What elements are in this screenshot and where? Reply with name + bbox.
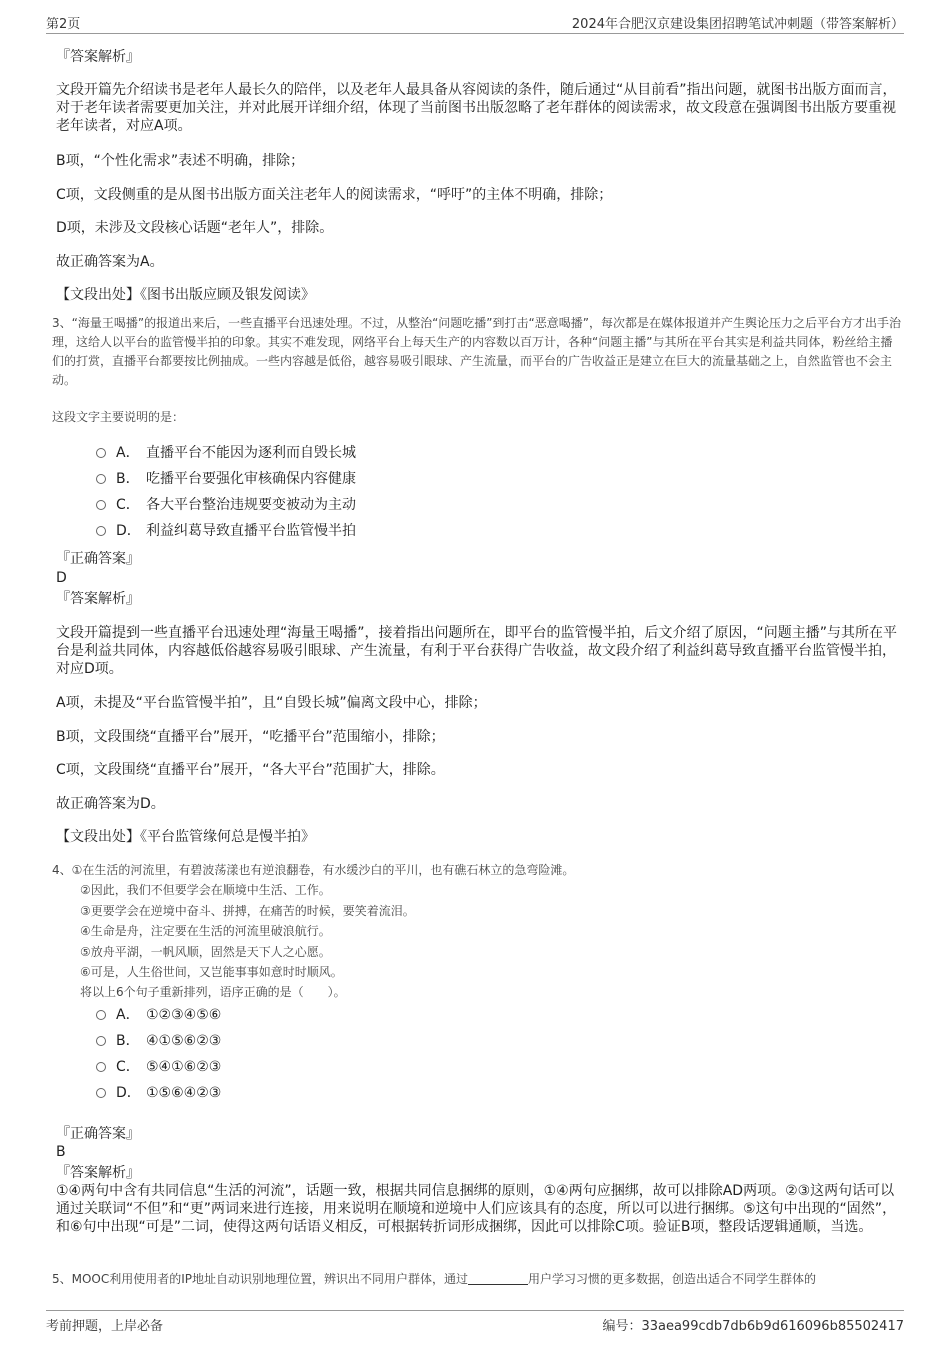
page-footer <box>46 1310 904 1335</box>
q4-stem-line-4: ④生命是舟，注定要在生活的河流里破浪航行。 <box>80 924 331 938</box>
q3-answer: D <box>56 570 67 586</box>
q4-stem-line-6: ⑥可是，人生俗世间，又岂能事事如意时时顺风。 <box>80 965 343 979</box>
q3-analysis-label: 『答案解析』 <box>56 591 140 607</box>
q3-question: 这段文字主要说明的是： <box>52 410 185 424</box>
option-letter: B． <box>116 1033 140 1049</box>
q4-correct-label: 『正确答案』 <box>56 1126 140 1142</box>
q4-analysis-label: 『答案解析』 <box>56 1165 140 1181</box>
option-text: 各大平台整治违规要变被动为主动 <box>146 497 356 513</box>
q4-option-c[interactable] <box>96 1058 221 1076</box>
q3-option-b[interactable] <box>96 470 356 488</box>
q3-correct-label: 『正确答案』 <box>56 551 140 567</box>
option-text: 直播平台不能因为逐利而自毁长城 <box>146 445 356 461</box>
q4-stem-line-5: ⑤放舟平湖，一帆风顺，固然是天下人之心愿。 <box>80 945 331 959</box>
document-id: 编号：33aea99cdb7db6b9d616096b85502417 <box>602 1319 904 1334</box>
option-letter: D． <box>116 523 141 539</box>
option-text: 利益纠葛导致直播平台监管慢半拍 <box>146 523 356 539</box>
radio-button-icon[interactable] <box>96 448 106 458</box>
option-text: ④①⑤⑥②③ <box>146 1033 222 1049</box>
q2-conclusion: 故正确答案为A。 <box>56 254 164 270</box>
radio-button-icon[interactable] <box>96 1036 106 1046</box>
q3-analysis-b: B项，文段围绕“直播平台”展开，“吃播平台”范围缩小，排除； <box>56 729 445 745</box>
option-letter: C． <box>116 497 140 513</box>
q4-analysis-paragraph: ①④两句中含有共同信息“生活的河流”，话题一致，根据共同信息捆绑的原则，①④两句应捆绑，故可以排除AD两项。②③这两句话可以通过关联词“不但”和“更”两词来进行连接，用来说明在顺境和逆境中人们应该具有的态度，所以可以进行捆绑。⑤这句中出现的“固然”，和⑥句中出现“可是”二词，使得这两句话语义相反，可根据转折词形成捆绑，因此可以排除C项。验证B项，整段话逻辑通顺，当选。 <box>56 1183 897 1235</box>
q3-option-a[interactable] <box>96 444 356 462</box>
footer-slogan: 考前押题，上岸必备 <box>46 1319 164 1334</box>
page-number: 第2页 <box>46 17 81 32</box>
q4-question: 将以上6个句子重新排列，语序正确的是（ ）。 <box>80 985 346 999</box>
q3-option-c[interactable] <box>96 496 356 514</box>
radio-button-icon[interactable] <box>96 1062 106 1072</box>
q4-stem-line-3: ③更要学会在逆境中奋斗、拼搏，在痛苦的时候，要笑着流泪。 <box>80 904 415 918</box>
radio-button-icon[interactable] <box>96 500 106 510</box>
q2-analysis-label: 『答案解析』 <box>56 49 140 65</box>
radio-button-icon[interactable] <box>96 526 106 536</box>
option-text: ①②③④⑤⑥ <box>146 1007 222 1023</box>
option-text: ⑤④①⑥②③ <box>146 1059 222 1075</box>
option-text: ①⑤⑥④②③ <box>146 1085 222 1101</box>
option-letter: A． <box>116 1007 140 1023</box>
q3-stem: 3、“海量王喝播”的报道出来后，一些直播平台迅速处理。不过，从整治“问题吃播”到打击“恶意喝播”，每次都是在媒体报道并产生舆论压力之后平台方才出手治理，这给人以平台的监管慢半拍的印象。其实不难发现，网络平台上每天生产的内容数以百万计，各种“问题主播”与其所在平台其实是利益共同体，粉丝给主播们的打赏，直播平台都要按比例抽成。一些内容越是低俗，越容易吸引眼球、产生流量，而平台的广告收益正是建立在巨大的流量基础之上，自然监管也不会主动。 <box>52 316 901 387</box>
q4-option-d[interactable] <box>96 1084 221 1102</box>
q4-stem-line-2: ②因此，我们不但要学会在顺境中生活、工作。 <box>80 883 331 897</box>
q2-analysis-paragraph: 文段开篇先介绍读书是老年人最长久的陪伴，以及老年人最具备从容阅读的条件，随后通过“从目前看”指出问题，就图书出版方面而言，对于老年读者需要更加关注，并对此展开详细介绍，体现了当前图书出版忽略了老年群体的阅读需求，故文段意在强调图书出版方要重视老年读者，对应A项。 <box>56 82 897 134</box>
q3-source: 【文段出处】《平台监管缘何总是慢半拍》 <box>56 829 315 845</box>
q3-option-d[interactable] <box>96 522 356 540</box>
q3-analysis-a: A项，未提及“平台监管慢半拍”，且“自毁长城”偏离文段中心，排除； <box>56 695 487 711</box>
radio-button-icon[interactable] <box>96 1010 106 1020</box>
q4-option-a[interactable] <box>96 1006 221 1024</box>
q3-analysis-c: C项，文段围绕“直播平台”展开，“各大平台”范围扩大，排除。 <box>56 762 445 778</box>
radio-button-icon[interactable] <box>96 1088 106 1098</box>
q5-stem-before: 5、MOOC利用使用者的IP地址自动识别地理位置，辨识出不同用户群体，通过 <box>52 1272 469 1286</box>
document-title: 2024年合肥汉京建设集团招聘笔试冲刺题（带答案解析） <box>571 17 904 32</box>
option-letter: B． <box>116 471 140 487</box>
q5-stem-after: 用户学习习惯的更多数据，创造出适合不同学生群体的 <box>528 1272 817 1286</box>
q4-stem-line-1: 4、①在生活的河流里，有碧波荡漾也有逆浪翻卷，有水缓沙白的平川，也有礁石林立的急弯险滩。 <box>52 863 575 877</box>
q2-analysis-c: C项，文段侧重的是从图书出版方面关注老年人的阅读需求，“呼吁”的主体不明确，排除； <box>56 187 613 203</box>
fill-in-blank <box>468 1272 528 1285</box>
q5-stem <box>52 1270 904 1289</box>
radio-button-icon[interactable] <box>96 474 106 484</box>
option-letter: A． <box>116 445 140 461</box>
q2-analysis-b: B项，“个性化需求”表述不明确，排除； <box>56 153 305 169</box>
q2-source: 【文段出处】《图书出版应顾及银发阅读》 <box>56 287 315 303</box>
option-letter: C． <box>116 1059 140 1075</box>
q4-option-b[interactable] <box>96 1032 221 1050</box>
q4-answer: B <box>56 1144 66 1160</box>
option-letter: D． <box>116 1085 141 1101</box>
page-header <box>46 13 904 34</box>
option-text: 吃播平台要强化审核确保内容健康 <box>146 471 356 487</box>
q2-analysis-d: D项，未涉及文段核心话题“老年人”，排除。 <box>56 220 334 236</box>
q3-conclusion: 故正确答案为D。 <box>56 796 165 812</box>
q3-analysis-paragraph: 文段开篇提到一些直播平台迅速处理“海量王喝播”，接着指出问题所在，即平台的监管慢半拍，后文介绍了原因，“问题主播”与其所在平台是利益共同体，内容越低俗越容易吸引眼球、产生流量，有利于平台获得广告收益，故文段介绍了利益纠葛导致直播平台监管慢半拍，对应D项。 <box>56 625 898 677</box>
